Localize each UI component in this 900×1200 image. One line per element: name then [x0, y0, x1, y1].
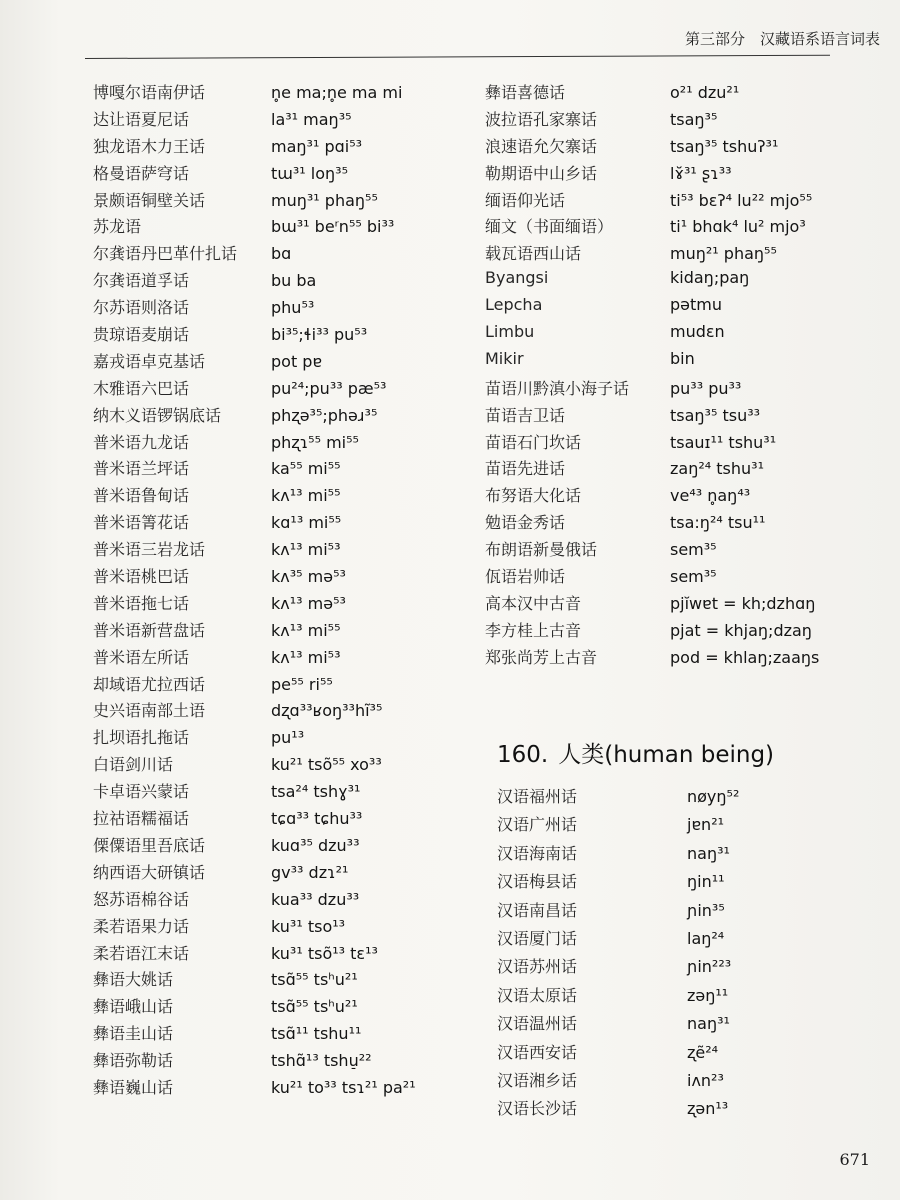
dialect-name: 贵琼语麦崩话	[93, 325, 190, 345]
dialect-name: 汉语厦门话	[497, 928, 578, 948]
table-row	[485, 618, 885, 645]
word-form: ɲin³⁵	[687, 900, 725, 920]
dialect-name: 达让语夏尼话	[93, 109, 190, 129]
table-row	[485, 456, 885, 483]
table-row	[93, 618, 473, 645]
table-row	[93, 806, 473, 833]
dialect-name: 柔若语果力话	[93, 916, 190, 936]
header-rule	[85, 55, 830, 59]
dialect-name: 浪速语允欠寨话	[485, 136, 598, 156]
word-form: kɑ¹³ mi⁵⁵	[271, 513, 342, 533]
dialect-name: 苗语吉卫话	[485, 405, 566, 425]
table-row	[93, 188, 473, 215]
table-row	[93, 887, 473, 914]
table-row	[93, 295, 473, 322]
dialect-name: 独龙语木力王话	[93, 136, 206, 156]
dialect-name: 尔龚语道孚话	[93, 271, 190, 291]
word-form: n̥e ma;n̥e ma mi	[271, 83, 403, 102]
table-row	[93, 672, 473, 699]
word-form: bi³⁵;ɬi³³ pu⁵³	[271, 325, 368, 345]
table-row	[485, 322, 885, 349]
dialect-name: 格曼语萨穹话	[93, 163, 190, 183]
table-row	[93, 725, 473, 752]
table-row	[497, 983, 877, 1011]
word-form: zaŋ²⁴ tshu³¹	[670, 459, 764, 479]
word-form: kʌ¹³ mi⁵⁵	[271, 620, 341, 640]
dialect-name: 普米语鲁甸话	[93, 486, 190, 506]
dialect-name: 普米语桃巴话	[93, 567, 190, 587]
dialect-name: 傈僳语里吾底话	[93, 835, 206, 855]
word-form: nøyŋ⁵²	[687, 787, 740, 806]
table-row	[93, 430, 473, 457]
word-form: tsaŋ³⁵ tshuʔ³¹	[670, 136, 779, 156]
dialect-name: 苗语先进话	[485, 459, 566, 479]
word-form: kʌ¹³ mi⁵³	[271, 540, 341, 560]
table-row	[485, 107, 885, 134]
dialect-name: 普米语箐花话	[93, 513, 190, 533]
dialect-name: 佤语岩帅话	[485, 567, 566, 587]
dialect-name: 普米语九龙话	[93, 432, 190, 452]
table-row	[485, 483, 885, 510]
word-form: iʌn²³	[687, 1070, 724, 1090]
dialect-name: 汉语苏州话	[497, 957, 578, 977]
section-list	[497, 784, 877, 1125]
word-form: lɤ̆³¹ ʂɿ³³	[670, 163, 732, 183]
dialect-name: 普米语三岩龙话	[93, 540, 206, 560]
table-row	[93, 591, 473, 618]
word-form: bɯ³¹ beʳn⁵⁵ bi³³	[271, 217, 395, 237]
word-form: ku³¹ tso¹³	[271, 916, 346, 936]
dialect-name: 普米语兰坪话	[93, 459, 190, 479]
dialect-name: Byangsi	[485, 268, 549, 288]
dialect-name: 普米语新营盘话	[93, 620, 206, 640]
table-row	[497, 1011, 877, 1039]
word-form: ɲin²²³	[687, 957, 732, 977]
table-row	[93, 779, 473, 806]
word-form: tsɑ̃⁵⁵ tsʰu²¹	[271, 997, 358, 1017]
table-row	[93, 483, 473, 510]
table-row	[497, 898, 877, 926]
word-form: sem³⁵	[670, 540, 717, 560]
word-form: muŋ²¹ phaŋ⁵⁵	[670, 244, 777, 264]
word-form: gv³³ dzɿ²¹	[271, 862, 349, 882]
word-form: tɯ³¹ loŋ³⁵	[271, 163, 348, 183]
dialect-name: 普米语拖七话	[93, 593, 190, 613]
dialect-name: 彝语巍山话	[93, 1077, 174, 1097]
dialect-name: 拉祜语糯福话	[93, 809, 190, 829]
section-heading	[497, 736, 877, 772]
word-form: tɕɑ³³ tɕhu³³	[271, 809, 363, 829]
table-row	[93, 833, 473, 860]
dialect-name: 普米语左所话	[93, 647, 190, 667]
dialect-name: 波拉语孔家寨话	[485, 109, 598, 129]
dialect-name: 汉语温州话	[497, 1014, 578, 1034]
table-row	[485, 295, 885, 322]
word-form: dʐɑ³³ʁoŋ³³hĩ³⁵	[271, 701, 383, 721]
table-row	[93, 1048, 473, 1075]
word-form: kʌ¹³ mə⁵³	[271, 593, 346, 613]
dialect-name: 汉语湘乡话	[497, 1070, 578, 1090]
word-form: ku²¹ tsõ⁵⁵ xo³³	[271, 755, 382, 775]
dialect-name: 嘉戎语卓克基话	[93, 351, 206, 371]
dialect-name: 纳西语大研镇话	[93, 862, 206, 882]
table-row	[485, 564, 885, 591]
table-row	[93, 214, 473, 241]
dialect-name: 汉语南昌话	[497, 900, 578, 920]
table-row	[93, 941, 473, 968]
dialect-name: Mikir	[485, 348, 524, 368]
word-form: bin	[670, 348, 695, 368]
dialect-name: 尔苏语则洛话	[93, 298, 190, 318]
dialect-name: Limbu	[485, 322, 535, 342]
dialect-name: 勉语金秀话	[485, 513, 566, 533]
table-row	[485, 430, 885, 457]
word-form: ti¹ bhɑk⁴ lu² mjo³	[670, 217, 806, 237]
table-row	[93, 1075, 473, 1102]
table-row	[485, 214, 885, 241]
table-row	[93, 698, 473, 725]
right-column	[485, 80, 885, 672]
table-row	[93, 349, 473, 376]
word-form: bɑ	[271, 244, 292, 264]
word-form: pod = khlaŋ;zaaŋs	[670, 647, 820, 667]
dialect-name: 郑张尚芳上古音	[485, 647, 598, 667]
table-row	[485, 349, 885, 376]
word-form: tsa²⁴ tshɣ³¹	[271, 782, 361, 802]
table-row	[485, 376, 885, 403]
table-row	[93, 1021, 473, 1048]
table-row	[485, 161, 885, 188]
word-form: ka⁵⁵ mi⁵⁵	[271, 459, 341, 479]
dialect-name: 却域语尤拉西话	[93, 674, 206, 694]
word-form: maŋ³¹ pɑi⁵³	[271, 136, 363, 156]
word-form: kidaŋ;paŋ	[670, 268, 750, 288]
dialect-name: 汉语太原话	[497, 985, 578, 1005]
table-row	[485, 241, 885, 268]
word-form: tsa:ŋ²⁴ tsu¹¹	[670, 513, 766, 533]
word-form: tsauɪ¹¹ tshu³¹	[670, 432, 777, 452]
section-title: 人类(human being)	[558, 742, 775, 768]
word-form: tsɑ̃⁵⁵ tsʰu²¹	[271, 970, 358, 990]
dialect-name: 高本汉中古音	[485, 593, 582, 613]
word-form: ŋin¹¹	[687, 872, 725, 892]
word-form: ku³¹ tsõ¹³ tɛ¹³	[271, 943, 378, 963]
word-form: sem³⁵	[670, 567, 717, 587]
word-form: phʐɿ⁵⁵ mi⁵⁵	[271, 432, 359, 452]
dialect-name: 布朗语新曼俄话	[485, 540, 598, 560]
table-row	[485, 80, 885, 107]
word-form: tsaŋ³⁵	[670, 109, 718, 129]
dialect-name: 李方桂上古音	[485, 620, 582, 640]
dialect-name: 木雅语六巴话	[93, 378, 190, 398]
table-row	[497, 841, 877, 869]
word-form: laŋ²⁴	[687, 928, 725, 948]
word-form: ve⁴³ n̥aŋ⁴³	[670, 486, 751, 506]
table-row	[93, 134, 473, 161]
dialect-name: 扎坝语扎拖话	[93, 728, 190, 748]
word-form: pe⁵⁵ ri⁵⁵	[271, 674, 333, 694]
table-row	[93, 564, 473, 591]
word-form: ku²¹ to³³ tsɿ²¹ pa²¹	[271, 1077, 416, 1097]
table-row	[497, 812, 877, 840]
table-row	[93, 967, 473, 994]
dialect-name: 博嘎尔语南伊话	[93, 83, 206, 102]
table-row	[497, 1068, 877, 1096]
dialect-name: 纳木义语锣锅底话	[93, 405, 222, 425]
dialect-name: 白语剑川话	[93, 755, 174, 775]
dialect-name: 汉语福州话	[497, 787, 578, 806]
dialect-name: 缅文（书面缅语）	[485, 217, 614, 237]
table-row	[485, 510, 885, 537]
word-form: ti⁵³ bɛʔ⁴ lu²² mjo⁵⁵	[670, 190, 813, 210]
dialect-name: 载瓦语西山话	[485, 244, 582, 264]
dialect-name: 缅语仰光话	[485, 190, 566, 210]
dialect-name: Lepcha	[485, 295, 543, 315]
word-form: tsɑ̃¹¹ tshu¹¹	[271, 1024, 362, 1044]
dialect-name: 彝语弥勒话	[93, 1051, 174, 1071]
table-row	[93, 241, 473, 268]
word-form: kua³³ dzu³³	[271, 889, 360, 909]
table-row	[497, 784, 877, 812]
dialect-name: 苏龙语	[93, 217, 142, 237]
table-row	[93, 456, 473, 483]
table-row	[93, 403, 473, 430]
section-number: 160.	[497, 742, 549, 768]
word-form: pjat = khjaŋ;dzaŋ	[670, 620, 812, 640]
word-form: naŋ³¹	[687, 1014, 730, 1034]
table-row	[93, 914, 473, 941]
dialect-name: 苗语石门坎话	[485, 432, 582, 452]
table-row	[497, 1096, 877, 1124]
table-row	[497, 869, 877, 897]
dialect-name: 彝语圭山话	[93, 1024, 174, 1044]
table-row	[485, 188, 885, 215]
word-form: phu⁵³	[271, 298, 315, 318]
dialect-name: 柔若语江末话	[93, 943, 190, 963]
dialect-name: 尔龚语丹巴革什扎话	[93, 244, 238, 264]
word-form: kʌ³⁵ mə⁵³	[271, 567, 346, 587]
dialect-name: 景颇语铜壁关话	[93, 190, 206, 210]
table-row	[497, 926, 877, 954]
word-form: pot pɐ	[271, 351, 323, 371]
table-row	[93, 161, 473, 188]
table-row	[93, 322, 473, 349]
running-header: 第三部分 汉藏语系语言词表	[684, 30, 880, 48]
word-form: pətmu	[670, 295, 722, 315]
table-row	[93, 510, 473, 537]
word-form: muŋ³¹ phaŋ⁵⁵	[271, 190, 378, 210]
table-row	[485, 645, 885, 672]
dialect-name: 勒期语中山乡话	[485, 163, 598, 183]
word-form: tshɑ̃¹³ tshu̠²²	[271, 1051, 372, 1071]
page-number: 671	[839, 1150, 870, 1169]
word-form: jɐn²¹	[687, 815, 725, 835]
word-form: kʌ¹³ mi⁵⁵	[271, 486, 341, 506]
dialect-name: 汉语广州话	[497, 815, 578, 835]
dialect-name: 史兴语南部土语	[93, 701, 206, 721]
dialect-name: 汉语长沙话	[497, 1099, 578, 1119]
table-row	[93, 994, 473, 1021]
table-row	[485, 537, 885, 564]
word-form: bu ba	[271, 271, 317, 291]
word-form: kʌ¹³ mi⁵³	[271, 647, 341, 667]
table-row	[93, 376, 473, 403]
table-row	[485, 403, 885, 430]
dialect-name: 怒苏语棉谷话	[93, 889, 190, 909]
table-row	[485, 591, 885, 618]
word-form: tsaŋ³⁵ tsu³³	[670, 405, 761, 425]
word-form: ʐən¹³	[687, 1099, 729, 1119]
word-form: la³¹ maŋ³⁵	[271, 109, 352, 129]
word-form: pjĭwɐt = kh;dzhɑŋ	[670, 593, 816, 613]
word-form: ʐẽ²⁴	[687, 1042, 719, 1062]
table-row	[93, 752, 473, 779]
dialect-name: 汉语梅县话	[497, 872, 578, 892]
dialect-name: 汉语海南话	[497, 843, 578, 863]
dialect-name: 彝语喜德话	[485, 83, 566, 102]
word-form: kuɑ³⁵ dzu³³	[271, 835, 360, 855]
word-form: zəŋ¹¹	[687, 985, 729, 1005]
table-row	[93, 645, 473, 672]
table-row	[93, 80, 473, 107]
word-form: o²¹ dzu²¹	[670, 83, 740, 102]
table-row	[93, 268, 473, 295]
dialect-name: 苗语川黔滇小海子话	[485, 378, 630, 398]
word-form: naŋ³¹	[687, 843, 730, 863]
left-column	[93, 80, 473, 1102]
dialect-name: 彝语大姚话	[93, 970, 174, 990]
dialect-name: 汉语西安话	[497, 1042, 578, 1062]
word-form: pu²⁴;pu³³ pæ⁵³	[271, 378, 387, 398]
dialect-name: 卡卓语兴蒙话	[93, 782, 190, 802]
table-row	[93, 107, 473, 134]
word-form: mudɛn	[670, 322, 725, 342]
table-row	[485, 268, 885, 295]
word-form: phʐə³⁵;phəɹ³⁵	[271, 405, 378, 425]
word-form: pu³³ pu³³	[670, 378, 742, 398]
dialect-name: 彝语峨山话	[93, 997, 174, 1017]
table-row	[497, 954, 877, 982]
word-form: pu¹³	[271, 728, 305, 748]
table-row	[93, 860, 473, 887]
table-row	[485, 134, 885, 161]
dialect-name: 布努语大化话	[485, 486, 582, 506]
table-row	[93, 537, 473, 564]
table-row	[497, 1040, 877, 1068]
